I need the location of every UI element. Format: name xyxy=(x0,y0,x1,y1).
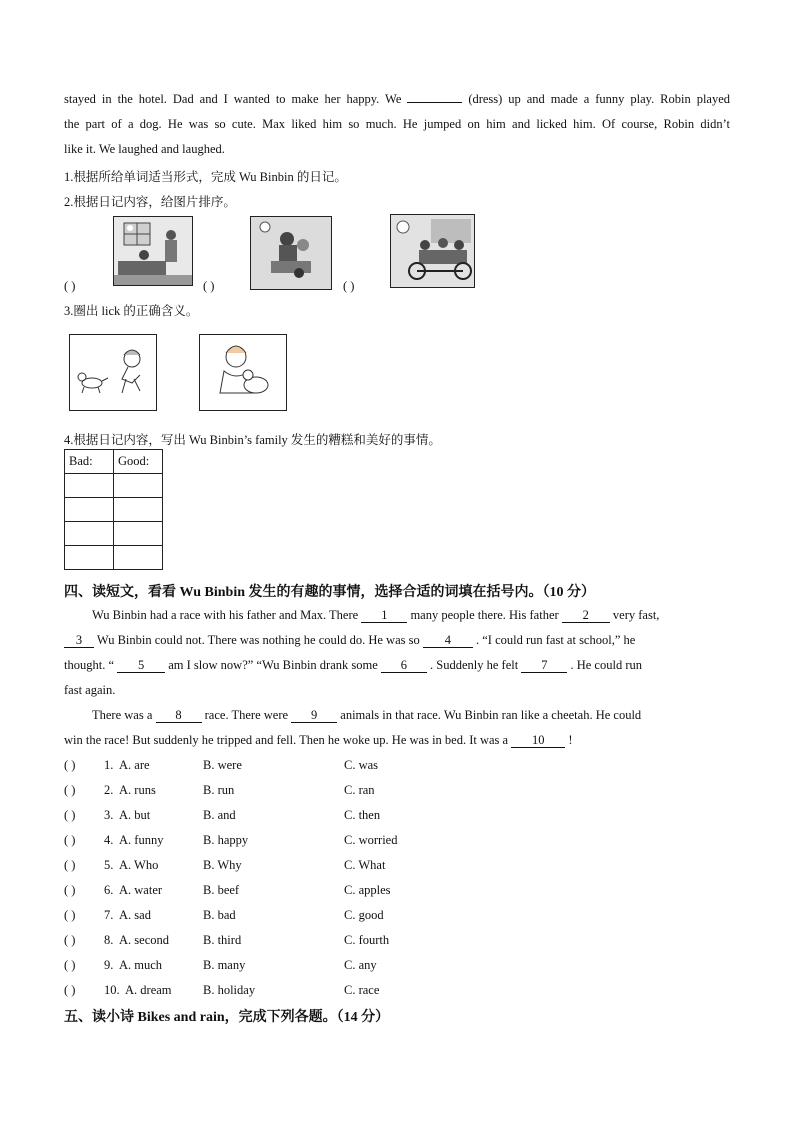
dog-play-picture xyxy=(250,216,332,290)
option-c[interactable]: C. race xyxy=(344,983,380,997)
task-2: 2.根据日记内容，给图片排序。 xyxy=(64,195,236,209)
task-4: 4.根据日记内容，写出 Wu Binbin’s family 发生的糟糕和美好的事情。 xyxy=(64,433,441,447)
blank-1[interactable]: 1 xyxy=(361,609,407,623)
passage-text: race. There were xyxy=(204,708,289,722)
option-c[interactable]: C. then xyxy=(344,808,381,822)
option-c[interactable]: C. worried xyxy=(344,833,398,847)
passage-text: am I slow now?” “Wu Binbin drank some xyxy=(168,658,378,672)
option-b[interactable]: B. run xyxy=(203,783,235,797)
passage-line-3 xyxy=(64,658,642,673)
option-a[interactable]: A. water xyxy=(119,883,163,897)
table-cell[interactable] xyxy=(65,546,114,570)
blank-9[interactable]: 9 xyxy=(291,709,337,723)
option-a[interactable]: A. much xyxy=(119,958,163,972)
table-cell[interactable] xyxy=(65,522,114,546)
answer-parens[interactable]: ( ) xyxy=(64,983,76,997)
question-number: 4. xyxy=(104,833,114,847)
question-number: 2. xyxy=(104,783,114,797)
option-c[interactable]: C. good xyxy=(344,908,384,922)
blank-10[interactable]: 10 xyxy=(511,734,565,748)
passage-text: animals in that race. Wu Binbin ran like a cheetah. He could xyxy=(340,708,642,722)
option-b[interactable]: B. bad xyxy=(203,908,236,922)
dog-licking-girl-picture[interactable] xyxy=(199,334,287,411)
answer-parens[interactable]: ( ) xyxy=(64,758,76,772)
blank-3[interactable]: 3 xyxy=(64,634,94,648)
option-a[interactable]: A. are xyxy=(119,758,150,772)
answer-parens[interactable]: ( ) xyxy=(64,958,76,972)
order-answer-3[interactable]: ( ) xyxy=(343,279,355,293)
passage-text: ! xyxy=(568,733,573,747)
option-a[interactable]: A. Who xyxy=(119,858,159,872)
table-cell[interactable] xyxy=(114,474,163,498)
bad-good-table xyxy=(64,449,163,570)
blank-6[interactable]: 6 xyxy=(381,659,427,673)
option-a[interactable]: A. funny xyxy=(119,833,164,847)
answer-parens[interactable]: ( ) xyxy=(64,783,76,797)
option-b[interactable]: B. third xyxy=(203,933,242,947)
answer-parens[interactable]: ( ) xyxy=(64,808,76,822)
section-4-heading: 四、读短文，看看 Wu Binbin 发生的有趣的事情，选择合适的词填在括号内。（10 分） xyxy=(64,585,596,600)
option-a[interactable]: A. dream xyxy=(125,983,172,997)
blank-4[interactable]: 4 xyxy=(423,634,473,648)
blank-2[interactable]: 2 xyxy=(562,609,610,623)
option-b[interactable]: B. beef xyxy=(203,883,240,897)
passage-text: Wu Binbin had a race with his father and Max. There xyxy=(92,608,359,622)
section-5-heading: 五、读小诗 Bikes and rain，完成下列各题。（14 分） xyxy=(64,1010,390,1025)
passage-text: win the race! But suddenly he tripped and fell. Then he woke up. He was in bed. It was a xyxy=(64,733,509,747)
order-answer-2[interactable]: ( ) xyxy=(203,279,215,293)
question-number: 6. xyxy=(104,883,114,897)
question-number: 3. xyxy=(104,808,114,822)
question-number: 5. xyxy=(104,858,114,872)
option-b[interactable]: B. many xyxy=(203,958,246,972)
option-c[interactable]: C. ran xyxy=(344,783,375,797)
passage-text: many people there. His father xyxy=(410,608,559,622)
passage-line-6 xyxy=(64,733,573,748)
dog-chasing-boy-picture[interactable] xyxy=(69,334,157,411)
option-c[interactable]: C. any xyxy=(344,958,377,972)
order-answer-1[interactable]: ( ) xyxy=(64,279,76,293)
answer-parens[interactable]: ( ) xyxy=(64,858,76,872)
passage-text: . He could run xyxy=(570,658,642,672)
option-b[interactable]: B. holiday xyxy=(203,983,256,997)
table-cell[interactable] xyxy=(65,474,114,498)
passage-text: Wu Binbin could not. There was nothing he could do. He was so xyxy=(96,633,420,647)
blank-5[interactable]: 5 xyxy=(117,659,165,673)
option-b[interactable]: B. and xyxy=(203,808,236,822)
passage-line-2 xyxy=(64,633,635,648)
question-number: 9. xyxy=(104,958,114,972)
option-b[interactable]: B. Why xyxy=(203,858,242,872)
question-number: 8. xyxy=(104,933,114,947)
diary-line-3: like it. We laughed and laughed. xyxy=(64,142,225,156)
passage-line-5 xyxy=(92,708,641,723)
answer-parens[interactable]: ( ) xyxy=(64,833,76,847)
option-a[interactable]: A. sad xyxy=(119,908,151,922)
question-number: 10. xyxy=(104,983,120,997)
question-number: 1. xyxy=(104,758,114,772)
table-cell[interactable] xyxy=(114,498,163,522)
option-c[interactable]: C. apples xyxy=(344,883,391,897)
passage-line-1 xyxy=(92,608,659,623)
table-cell[interactable] xyxy=(114,546,163,570)
answer-parens[interactable]: ( ) xyxy=(64,883,76,897)
task-1: 1.根据所给单词适当形式，完成 Wu Binbin 的日记。 xyxy=(64,170,347,184)
passage-text: thought. “ xyxy=(64,658,114,672)
passage-text: . Suddenly he felt xyxy=(430,658,519,672)
diary-line-1-text: stayed in the hotel. Dad and I wanted to make her happy. We xyxy=(64,92,402,106)
table-header-bad: Bad: xyxy=(65,450,114,474)
diary-line-1 xyxy=(64,92,730,107)
blank-7[interactable]: 7 xyxy=(521,659,567,673)
passage-text: . “I could run fast at school,” he xyxy=(475,633,636,647)
table-cell[interactable] xyxy=(65,498,114,522)
answer-parens[interactable]: ( ) xyxy=(64,933,76,947)
option-a[interactable]: A. second xyxy=(119,933,169,947)
option-a[interactable]: A. runs xyxy=(119,783,156,797)
dress-blank[interactable] xyxy=(407,102,462,103)
option-c[interactable]: C. What xyxy=(344,858,386,872)
option-b[interactable]: B. happy xyxy=(203,833,249,847)
option-a[interactable]: A. but xyxy=(119,808,151,822)
question-number: 7. xyxy=(104,908,114,922)
family-home-picture xyxy=(113,216,193,286)
answer-parens[interactable]: ( ) xyxy=(64,908,76,922)
task-3: 3.圈出 lick 的正确含义。 xyxy=(64,304,199,318)
option-b[interactable]: B. were xyxy=(203,758,242,772)
option-c[interactable]: C. fourth xyxy=(344,933,390,947)
option-c[interactable]: C. was xyxy=(344,758,379,772)
passage-text: There was a xyxy=(92,708,153,722)
passage-line-4: fast again. xyxy=(64,683,116,697)
table-header-good: Good: xyxy=(114,450,163,474)
blank-8[interactable]: 8 xyxy=(156,709,202,723)
diary-line-2: the part of a dog. He was so cute. Max liked him so much. He jumped on him and licked him. Of course, Robin didn’t xyxy=(64,117,730,131)
table-cell[interactable] xyxy=(114,522,163,546)
bike-ride-picture xyxy=(390,214,475,288)
passage-text: very fast, xyxy=(612,608,660,622)
diary-line-1-text-end: (dress) up and made a funny play. Robin played xyxy=(468,92,731,106)
